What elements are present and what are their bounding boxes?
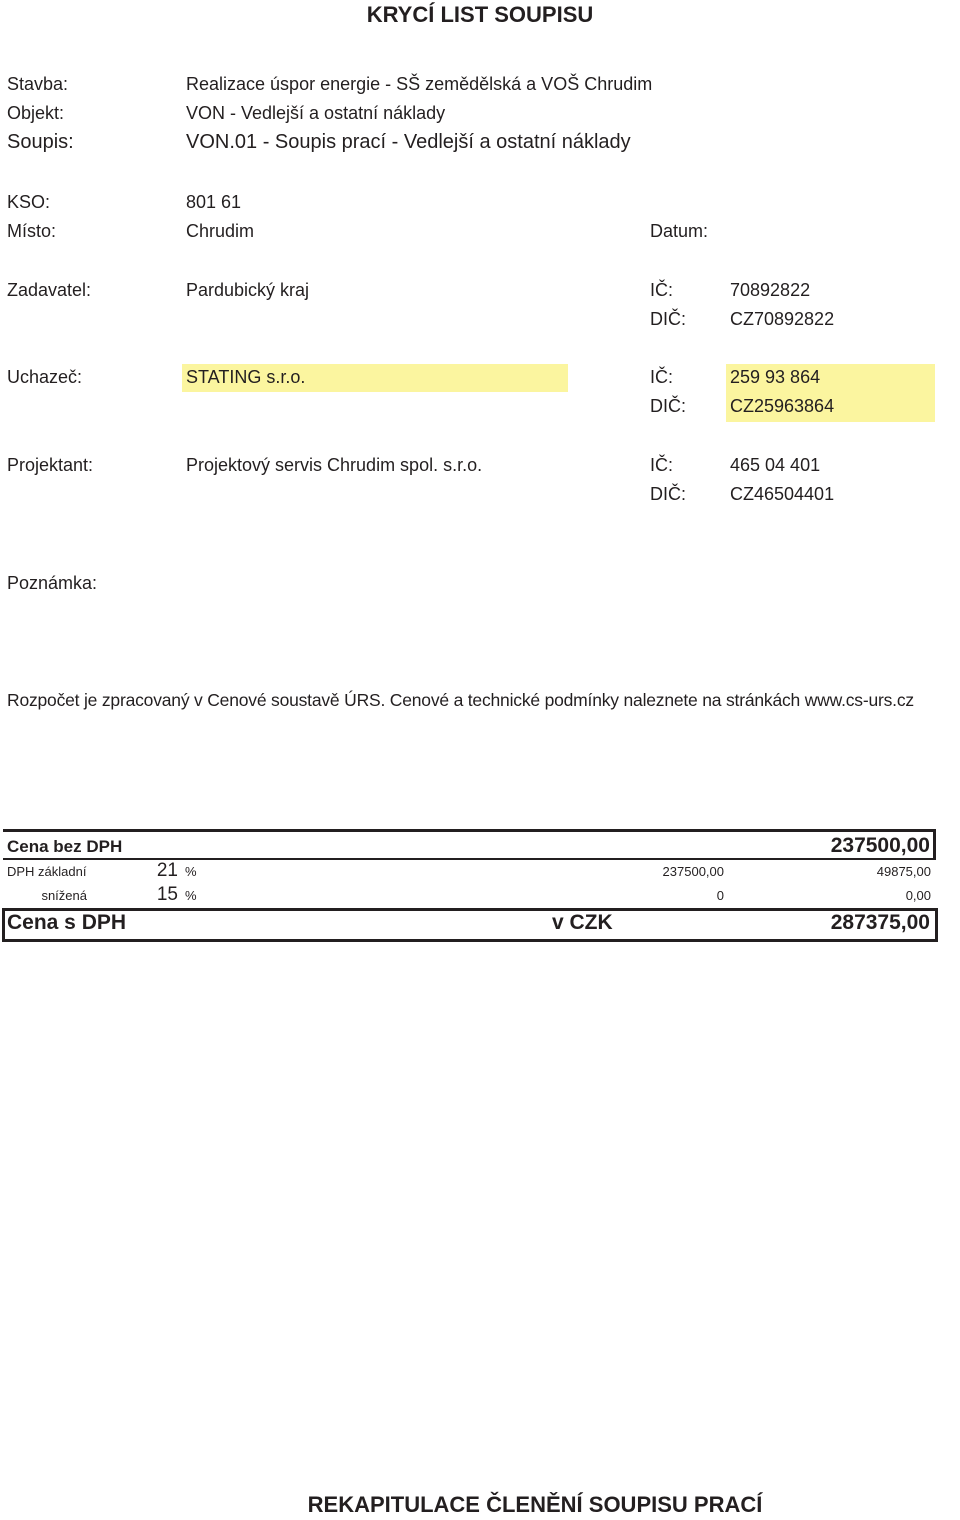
cena-bez-dph-label: Cena bez DPH [7,837,123,856]
totals-top-rule [3,829,936,832]
currency-label: v CZK [552,911,613,934]
dph-zakladni-percent: % [185,864,197,879]
recap-title: REKAPITULACE ČLENĚNÍ SOUPISU PRACÍ [307,1492,763,1517]
total-box-right [933,829,936,860]
kso-label: KSO: [7,192,51,212]
cena-s-dph-value: 287375,00 [830,911,930,934]
pricing-note: Rozpočet je zpracovaný v Cenové soustavě ÚRS. Cenové a technické podmínky naleznete na stránkách www.cs-urs.cz [7,690,914,710]
projektant-label: Projektant: [7,455,94,475]
datum-label: Datum: [650,221,709,241]
zadavatel-dic: CZ70892822 [730,309,835,329]
snizena-rate: 15 [156,884,178,905]
uchazec-ic: 259 93 864 [730,367,821,387]
misto-label: Místo: [7,221,57,241]
snizena-label: snížená [41,888,87,903]
projektant-dic: CZ46504401 [730,484,835,504]
projektant-ic: 465 04 401 [730,455,821,475]
zadavatel-label: Zadavatel: [7,280,92,300]
uchazec-dic: CZ25963864 [730,396,835,416]
zadavatel-ic-label: IČ: [650,280,674,300]
uchazec-dic-label: DIČ: [650,396,686,416]
soupis-label: Soupis: [7,131,74,153]
dph-zakladni-value: 49875,00 [876,864,931,879]
soupis-value: VON.01 - Soupis prací - Vedlejší a ostatní náklady [186,131,631,153]
objekt-value: VON - Vedlejší a ostatní náklady [186,103,446,123]
objekt-label: Objekt: [7,103,65,123]
poznamka-label: Poznámka: [7,573,98,593]
snizena-value: 0,00 [905,888,931,903]
zadavatel-value: Pardubický kraj [186,280,310,300]
dph-zakladni-label: DPH základní [7,864,87,879]
zadavatel-ic: 70892822 [730,280,811,300]
projektant-ic-label: IČ: [650,455,674,475]
stavba-value: Realizace úspor energie - SŠ zemědělská a VOŠ Chrudim [186,74,653,94]
cena-s-dph-label: Cena s DPH [7,911,127,934]
zadavatel-dic-label: DIČ: [650,309,686,329]
kso-value: 801 61 [186,192,242,212]
stavba-label: Stavba: [7,74,69,94]
uchazec-label: Uchazeč: [7,367,83,387]
misto-value: Chrudim [186,221,255,241]
cena-bez-dph-value: 237500,00 [830,834,930,857]
projektant-dic-label: DIČ: [650,484,686,504]
snizena-base: 0 [716,888,724,903]
uchazec-ic-label: IČ: [650,367,674,387]
page-title: KRYCÍ LIST SOUPISU [366,2,594,27]
dph-zakladni-rate: 21 [156,860,178,881]
uchazec-value: STATING s.r.o. [186,367,306,387]
snizena-percent: % [185,888,197,903]
projektant-value: Projektový servis Chrudim spol. s.r.o. [186,455,483,475]
dph-zakladni-base: 237500,00 [662,864,724,879]
